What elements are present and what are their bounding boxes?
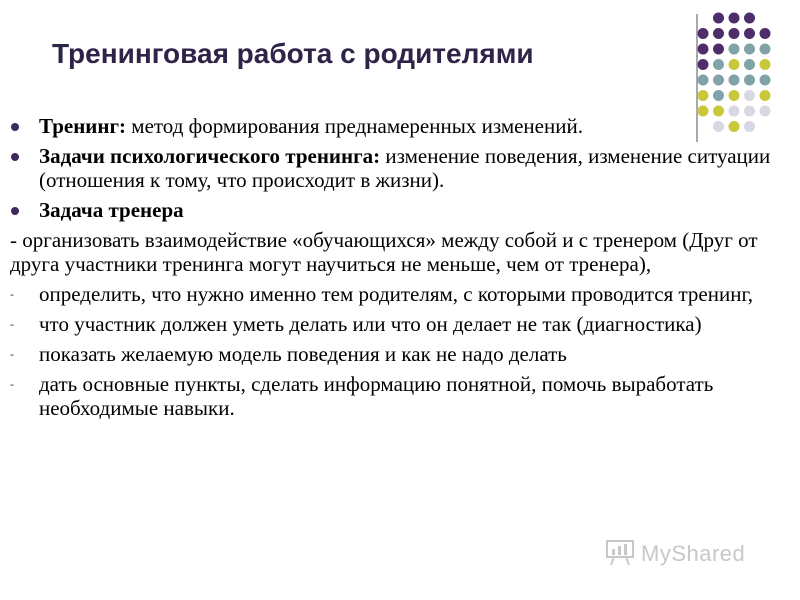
decorative-dot [729, 44, 740, 55]
dash-text: организовать взаимодействие «обучающихся» между собой и с тренером (Друг от друга участники тренинга могут научиться не меньше, чем от тренера), [10, 228, 758, 276]
bullet-item [10, 198, 800, 222]
bullet-term: Задачи психологического тренинга: [39, 144, 381, 168]
dash-mark: - [10, 317, 14, 331]
decorative-dot [729, 59, 740, 70]
decorative-dot [729, 90, 740, 101]
dash-item [10, 282, 800, 306]
dash-item [10, 372, 800, 420]
decorative-dot [713, 28, 724, 39]
dash-mark: - [10, 347, 14, 361]
decorative-dot [760, 59, 771, 70]
dash-mark: - [10, 287, 14, 301]
decorative-dot [744, 59, 755, 70]
decorative-dot [744, 13, 755, 24]
decorative-dot [713, 59, 724, 70]
decorative-dot [713, 75, 724, 86]
dash-text: определить, что нужно именно тем родителям, с которыми проводится тренинг, [39, 282, 753, 306]
decorative-dot [698, 59, 709, 70]
slide-title: Тренинговая работа с родителями [52, 38, 534, 69]
dash-text: что участник должен уметь делать или что он делает не так (диагностика) [39, 312, 702, 336]
dash-item [10, 342, 800, 366]
decorative-dot [744, 44, 755, 55]
bullet-text: изменение поведения, изменение ситуации (отношения к тому, что происходит в жизни). [39, 144, 771, 192]
bullet-item [10, 144, 800, 192]
decorative-dot [744, 90, 755, 101]
decorative-dot [698, 28, 709, 39]
watermark [605, 537, 745, 573]
decorative-dot [729, 28, 740, 39]
watermark-text: MyShared [641, 540, 746, 566]
bullet-text: метод формирования преднамеренных изменений. [126, 114, 583, 138]
decorative-dot [744, 75, 755, 86]
decorative-dot [760, 90, 771, 101]
bullet-item [10, 114, 800, 138]
decorative-dot [729, 75, 740, 86]
decorative-dot [713, 13, 724, 24]
decorative-dot [729, 13, 740, 24]
decorative-dot [744, 28, 755, 39]
decorative-dot [698, 44, 709, 55]
decorative-dot [698, 75, 709, 86]
slide-body [10, 114, 800, 426]
dash-item [10, 228, 800, 276]
decorative-dot [760, 75, 771, 86]
presentation-board-icon [605, 537, 635, 573]
dash-text: показать желаемую модель поведения и как не надо делать [39, 342, 567, 366]
dash-mark: - [10, 228, 17, 252]
dash-item [10, 312, 800, 336]
decorative-dot [698, 90, 709, 101]
dash-text: дать основные пункты, сделать информацию понятной, помочь выработать необходимые навыки. [39, 372, 714, 420]
dash-mark: - [10, 377, 14, 391]
decorative-dot [760, 44, 771, 55]
bullet-term: Тренинг: [39, 114, 127, 138]
decorative-dot [713, 44, 724, 55]
bullet-term: Задача тренера [39, 198, 184, 222]
decorative-dot [713, 90, 724, 101]
decorative-dot [760, 28, 771, 39]
